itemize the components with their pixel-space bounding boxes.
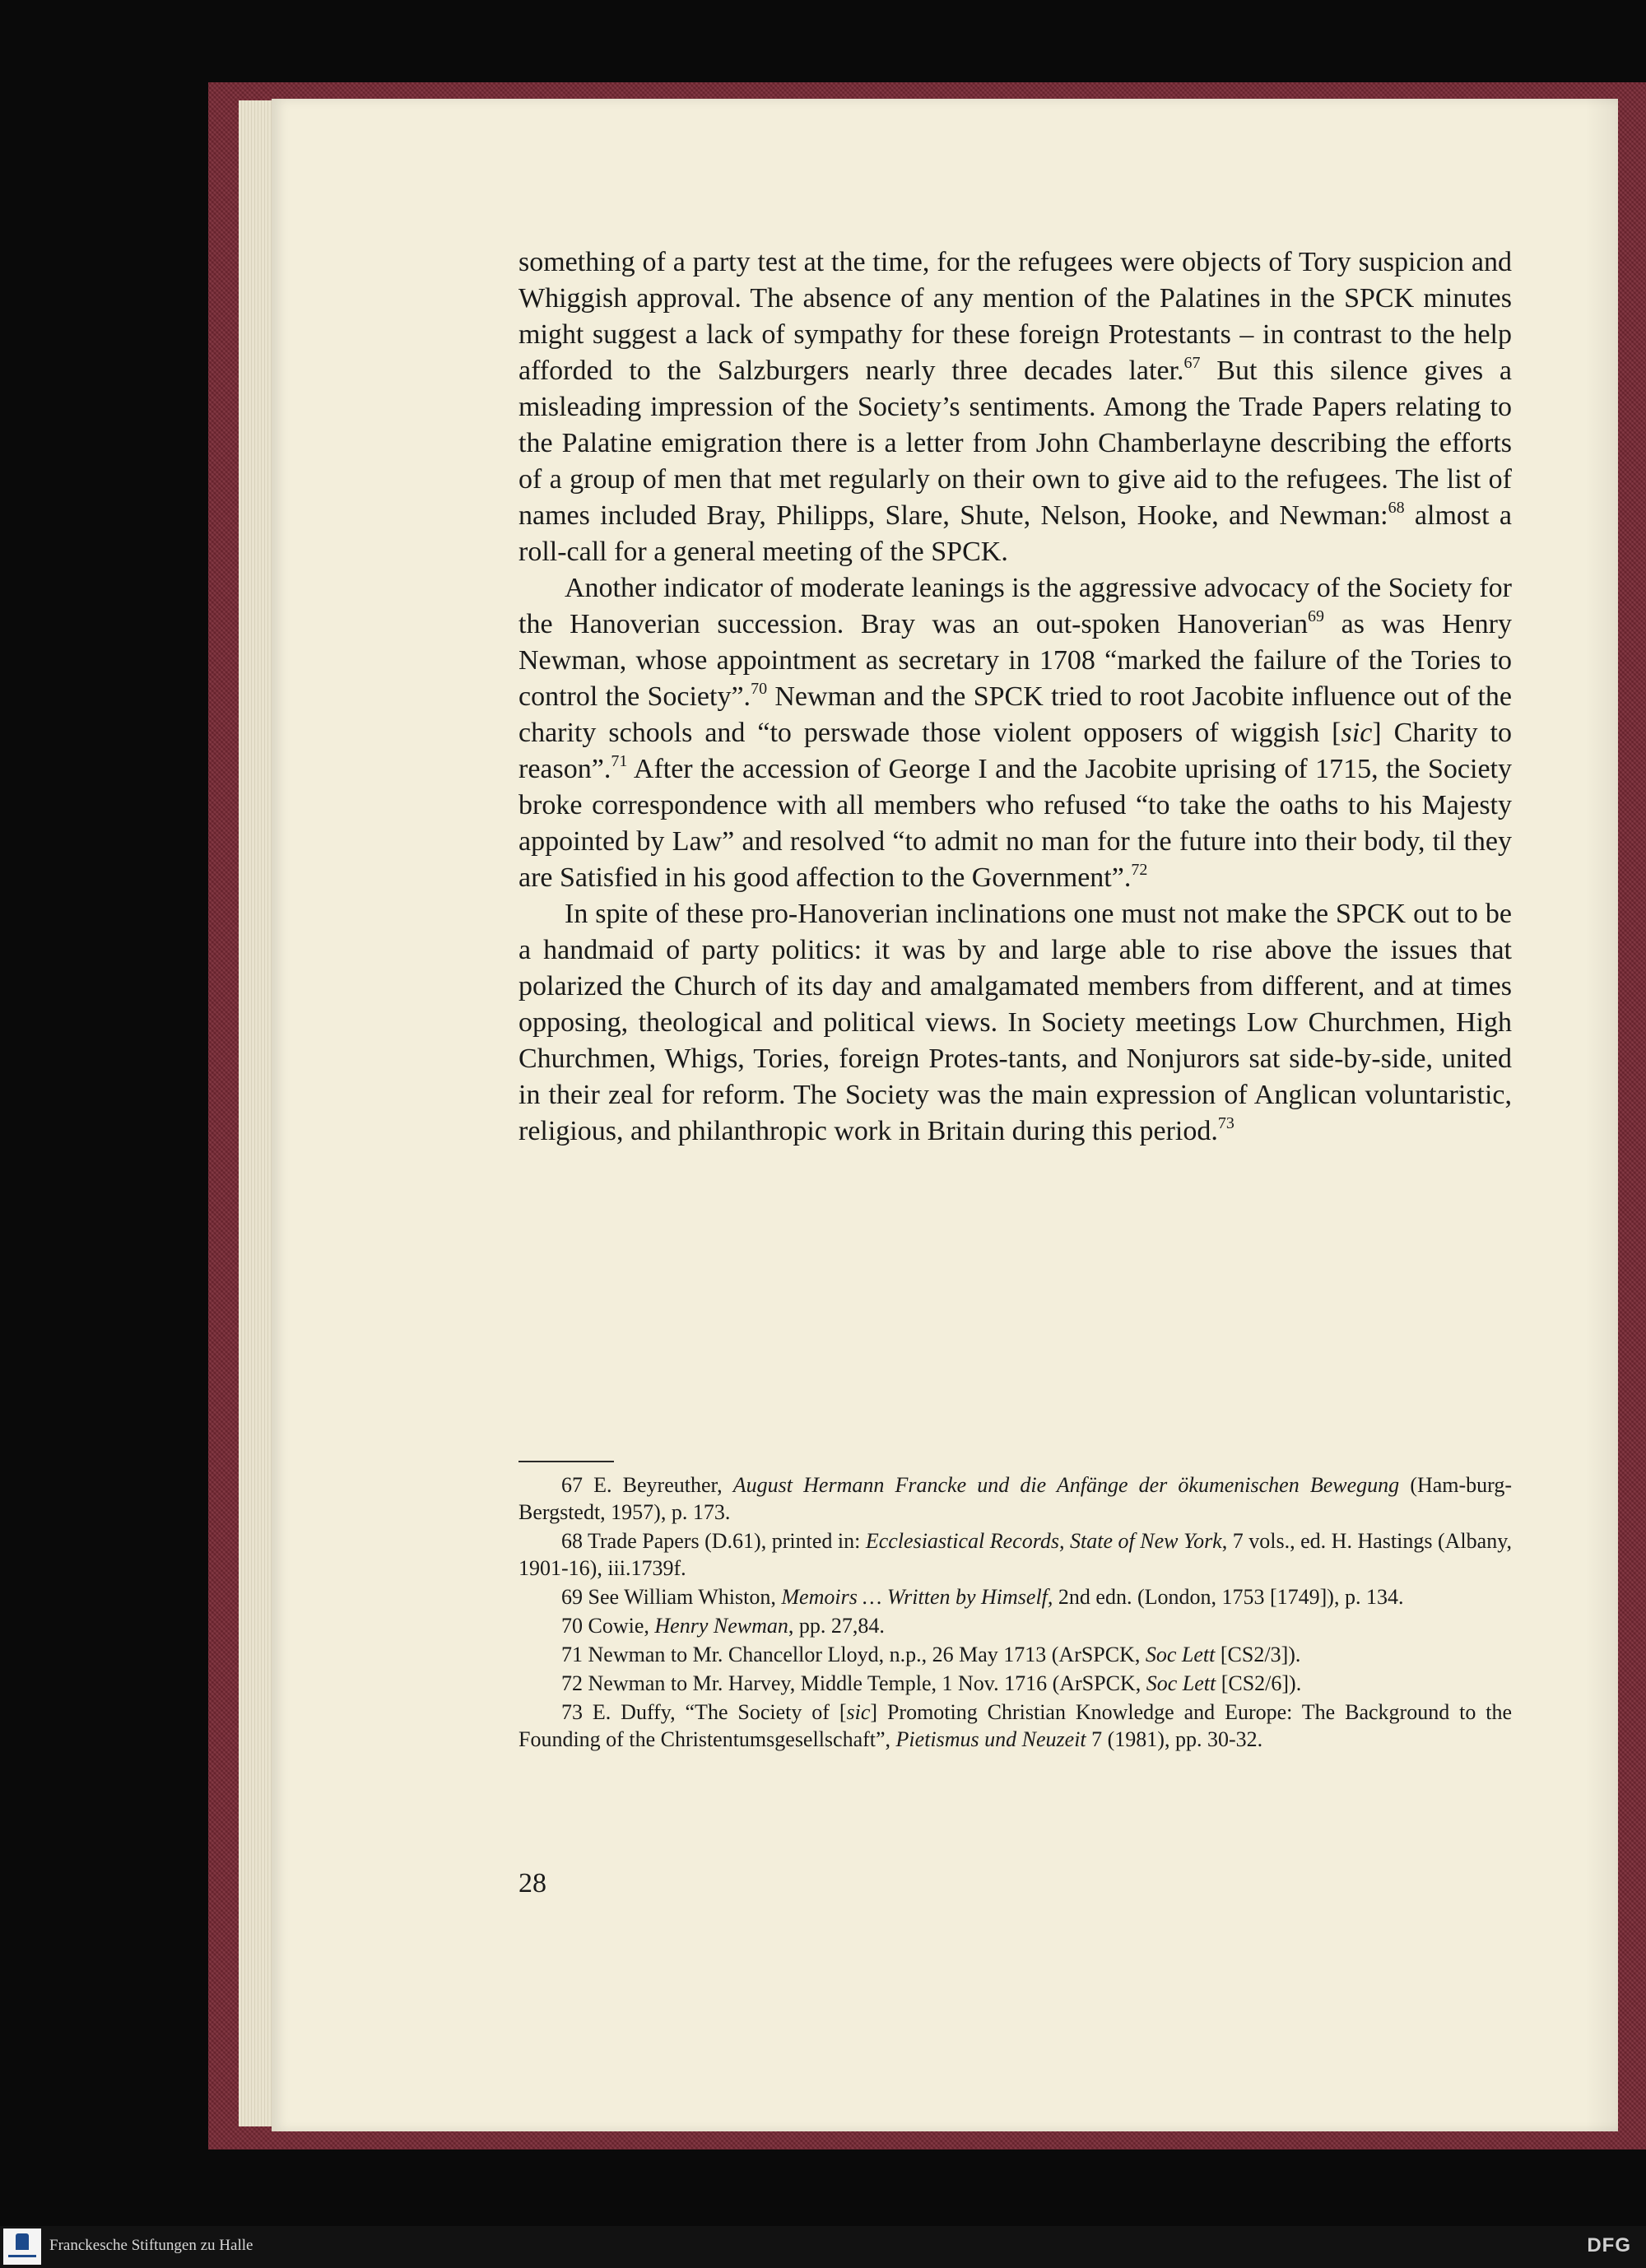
text-run: almost a roll-call for a general meeting of the SPCK. bbox=[518, 500, 1512, 567]
logo-underline bbox=[8, 2255, 36, 2257]
paragraph-2 bbox=[518, 570, 1512, 896]
text-run: Another indicator of moderate leanings is the aggressive advocacy of the Society for the Hanoverian succession. Bray was an out-spoken Hanoverian bbox=[518, 573, 1512, 639]
footnote-text: 68 Trade Papers (D.61), printed in: bbox=[561, 1529, 866, 1553]
footnote-text: , pp. 27,84. bbox=[788, 1614, 885, 1638]
logo-mark bbox=[16, 2233, 29, 2250]
footnote-title: Ecclesiastical Records, State of New York bbox=[865, 1529, 1222, 1553]
footnote-ref-72: 72 bbox=[1131, 861, 1148, 879]
footnote-69 bbox=[518, 1583, 1512, 1610]
footnote-title: Henry Newman bbox=[654, 1614, 788, 1638]
text-run: Newman and the SPCK tried to root Jacobite influence out of the charity schools and “to perswade those violent opposers of wiggish [ bbox=[518, 681, 1513, 748]
text-run: ] Charity to reason”. bbox=[518, 718, 1512, 784]
footnote-68 bbox=[518, 1527, 1512, 1582]
text-run: something of a party test at the time, for the refugees were objects of Tory suspicion and Whiggish approval. The absence of any mention of the Palatines in the SPCK minutes might suggest a lack of sympathy for these foreign Protestants – in contrast to the help afforded to the Salzburgers nearly three decades later. bbox=[518, 247, 1512, 386]
footnote-70 bbox=[518, 1612, 1512, 1639]
footnote-title: Soc Lett bbox=[1145, 1643, 1216, 1666]
footnote-text: (Ham-burg-Bergstedt, 1957), p. 173. bbox=[518, 1473, 1513, 1524]
footnote-text: 72 Newman to Mr. Harvey, Middle Temple, 1 Nov. 1716 (ArSPCK, bbox=[561, 1671, 1146, 1695]
footnotes bbox=[518, 1471, 1512, 1754]
page-gutter-shadow bbox=[1585, 99, 1618, 2131]
dfg-logo: DFG bbox=[1587, 2234, 1631, 2256]
footnote-title: Memoirs … Written by Himself, bbox=[781, 1585, 1053, 1609]
text-run: But this silence gives a misleading impression of the Society’s sentiments. Among the Trade Papers relating to the Palatine emigration there is a letter from John Chamberlayne describing the efforts of a group of men that met regularly on their own to give aid to the refugees. The list of names included Bray, Philipps, Slare, Shute, Nelson, Hooke, and Newman: bbox=[518, 356, 1512, 531]
footnote-text: 7 (1981), pp. 30-32. bbox=[1086, 1727, 1263, 1751]
footnote-title: Pietismus und Neuzeit bbox=[895, 1727, 1086, 1751]
footnote-text: 71 Newman to Mr. Chancellor Lloyd, n.p., 26 May 1713 (ArSPCK, bbox=[561, 1643, 1146, 1666]
footnote-separator bbox=[518, 1461, 614, 1462]
page-number: 28 bbox=[518, 1868, 546, 1899]
footnote-text: [CS2/3]). bbox=[1215, 1643, 1301, 1666]
footnote-72 bbox=[518, 1670, 1512, 1697]
sic-italic: sic bbox=[846, 1700, 871, 1724]
book-page bbox=[272, 99, 1618, 2131]
text-run: In spite of these pro-Hanoverian inclinations one must not make the SPCK out to be a handmaid of party politics: it was by and large able to rise above the issues that polarized the Church of its day and amalgamated members from different, and at times opposing, theological and political views. In Society meetings Low Churchmen, High Churchmen, Whigs, Tories, foreign Protes-tants, and Nonjurors sat side-by-side, united in their zeal for reform. The Society was the main expression of Anglican voluntaristic, religious, and philanthropic work in Britain during this period. bbox=[518, 899, 1512, 1146]
footnote-title: Soc Lett bbox=[1146, 1671, 1216, 1695]
library-logo-icon bbox=[3, 2228, 41, 2265]
sic-italic: sic bbox=[1341, 718, 1373, 748]
library-name: Franckesche Stiftungen zu Halle bbox=[49, 2237, 253, 2254]
main-text bbox=[518, 244, 1512, 1150]
footnote-ref-67: 67 bbox=[1183, 354, 1201, 372]
footnote-text: , 7 vols., ed. H. Hastings (Albany, 1901-16), iii.1739f. bbox=[518, 1529, 1513, 1580]
footnote-ref-73: 73 bbox=[1217, 1114, 1234, 1132]
footnote-71 bbox=[518, 1641, 1512, 1668]
footnote-ref-68: 68 bbox=[1388, 499, 1405, 517]
paragraph-1 bbox=[518, 244, 1512, 570]
footnote-ref-70: 70 bbox=[751, 680, 768, 698]
footnote-ref-71: 71 bbox=[611, 752, 628, 770]
text-run: as was Henry Newman, whose appointment as secretary in 1708 “marked the failure of the Tories to control the Society”. bbox=[518, 609, 1512, 712]
footnote-text: ] Promoting Christian Knowledge and Europe: The Background to the Founding of the Christentumsgesellschaft”, bbox=[518, 1700, 1512, 1751]
footnote-text: 73 E. Duffy, “The Society of [ bbox=[561, 1700, 847, 1724]
footnote-title: August Hermann Francke und die Anfänge der ökumenischen Bewegung bbox=[732, 1473, 1400, 1497]
footnote-text: 70 Cowie, bbox=[561, 1614, 655, 1638]
text-run: After the accession of George I and the Jacobite uprising of 1715, the Society broke correspondence with all members who refused “to take the oaths to his Majesty appointed by Law” and resolved “to admit no man for the future into their body, til they are Satisfied in his good affection to the Government”. bbox=[518, 754, 1512, 893]
footnote-67 bbox=[518, 1471, 1512, 1526]
paragraph-3 bbox=[518, 896, 1512, 1150]
footnote-text: [CS2/6]). bbox=[1216, 1671, 1302, 1695]
footnote-ref-69: 69 bbox=[1308, 607, 1325, 625]
footnote-text: 2nd edn. (London, 1753 [1749]), p. 134. bbox=[1053, 1585, 1404, 1609]
footnote-text: 67 E. Beyreuther, bbox=[561, 1473, 733, 1497]
footnote-text: 69 See William Whiston, bbox=[561, 1585, 782, 1609]
footnote-73 bbox=[518, 1699, 1512, 1753]
